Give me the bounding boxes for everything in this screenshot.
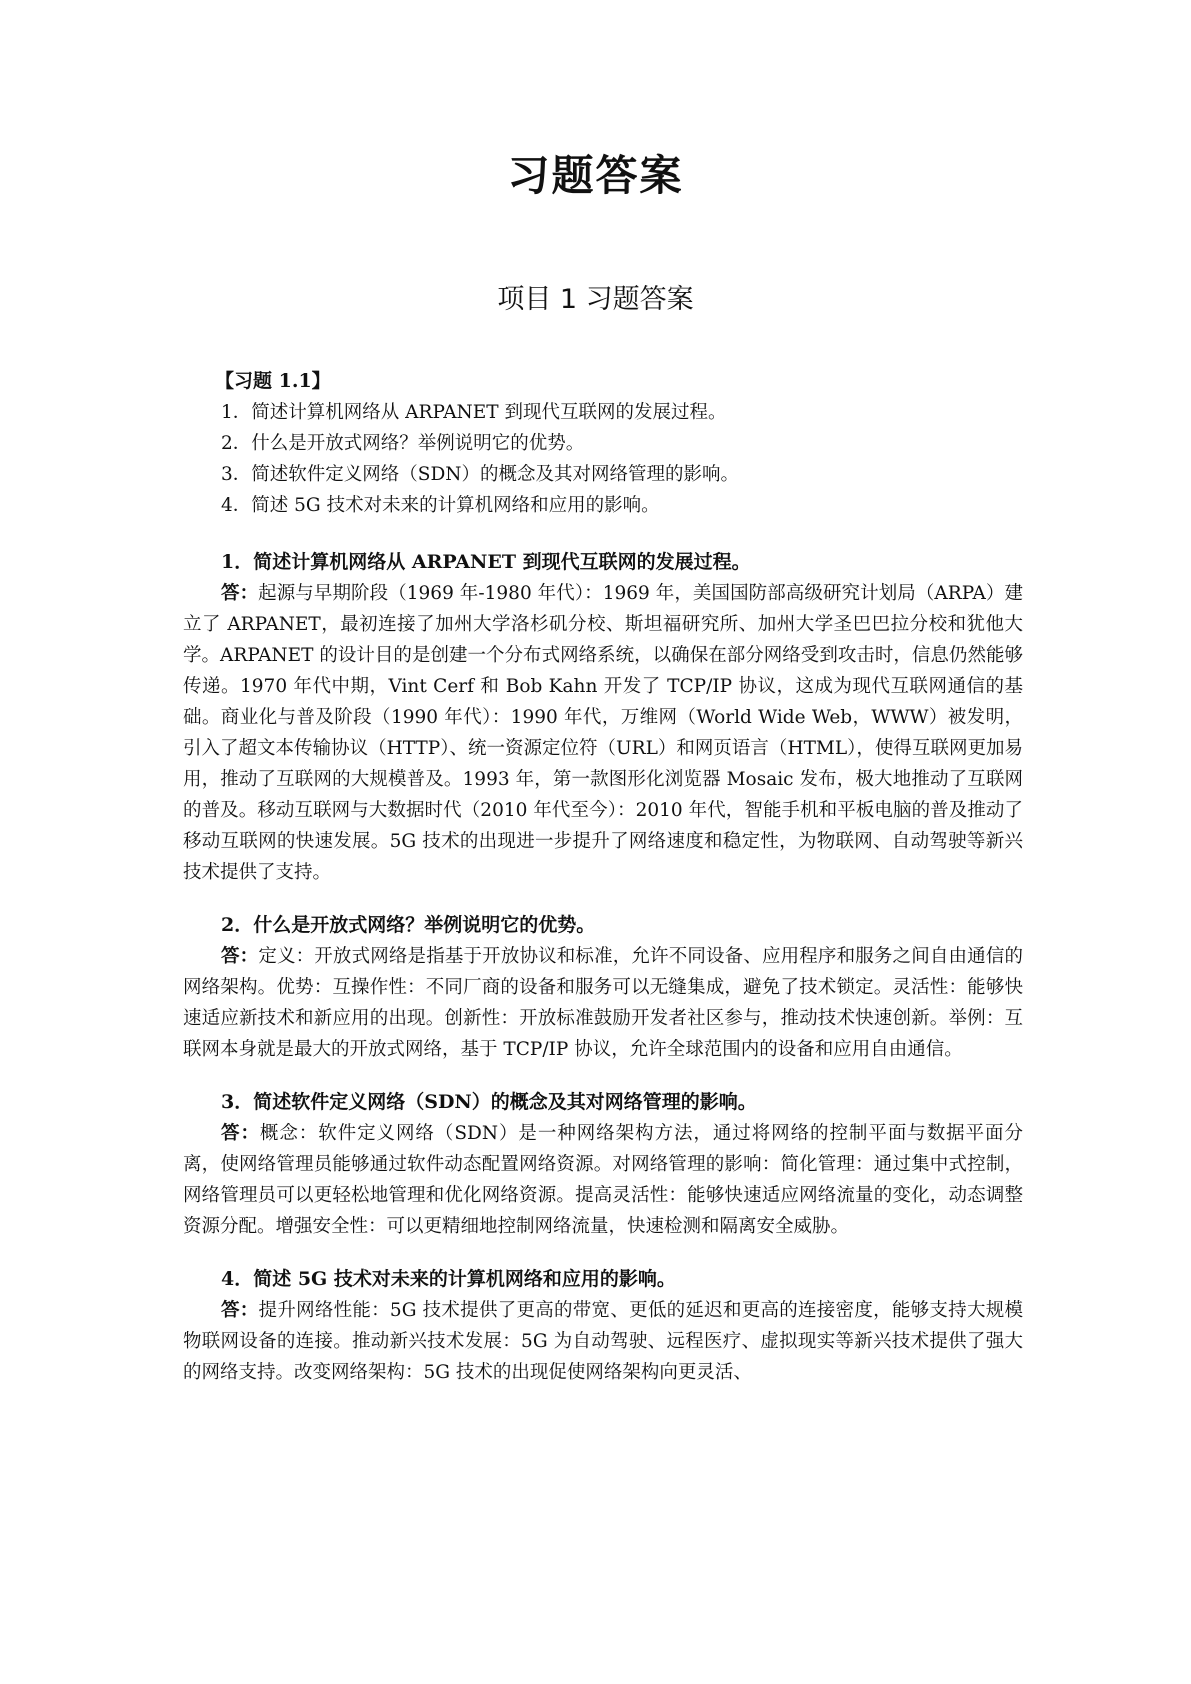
question-list-item: 4．简述 5G 技术对未来的计算机网络和应用的影响。 xyxy=(221,495,660,516)
question-list-item: 1．简述计算机网络从 ARPANET 到现代互联网的发展过程。 xyxy=(221,402,727,423)
exercise-heading: 【习题 1.1】 xyxy=(215,370,331,392)
question-list xyxy=(221,397,1023,521)
answer-label: 答： xyxy=(221,946,259,967)
document-body xyxy=(183,366,1023,1388)
question-list-item: 3．简述软件定义网络（SDN）的概念及其对网络管理的影响。 xyxy=(221,464,739,485)
answer-text: 定义：开放式网络是指基于开放协议和标准，允许不同设备、应用程序和服务之间自由通信的网络架构。优势：互操作性：不同厂商的设备和服务可以无缝集成，避免了技术锁定。灵活性：能够快速适应新技术和新应用的出现。创新性：开放标准鼓励开发者社区参与，推动技术快速创新。举例：互联网本身就是最大的开放式网络，基于 TCP/IP 协议，允许全球范围内的设备和应用自由通信。 xyxy=(183,946,1023,1060)
question-list-item: 2．什么是开放式网络？举例说明它的优势。 xyxy=(221,433,585,454)
answer-block xyxy=(183,1087,1023,1242)
answer-question-heading: 3．简述软件定义网络（SDN）的概念及其对网络管理的影响。 xyxy=(221,1091,757,1113)
answer-text: 概念：软件定义网络（SDN）是一种网络架构方法，通过将网络的控制平面与数据平面分离，使网络管理员能够通过软件动态配置网络资源。对网络管理的影响：简化管理：通过集中式控制，网络管理员可以更轻松地管理和优化网络资源。提高灵活性：能够快速适应网络流量的变化，动态调整资源分配。增强安全性：可以更精细地控制网络流量，快速检测和隔离安全威胁。 xyxy=(183,1123,1023,1237)
answer-label: 答： xyxy=(221,583,259,604)
answer-text: 提升网络性能：5G 技术提供了更高的带宽、更低的延迟和更高的连接密度，能够支持大规模物联网设备的连接。推动新兴技术发展：5G 为自动驾驶、远程医疗、虚拟现实等新兴技术提供了强大的网络支持。改变网络架构：5G 技术的出现促使网络架构向更灵活、 xyxy=(183,1300,1023,1383)
document-title: 习题答案 xyxy=(507,151,684,200)
answer-label: 答： xyxy=(221,1300,259,1321)
answer-paragraph xyxy=(183,1118,1023,1242)
answer-paragraph xyxy=(183,1295,1023,1388)
answer-text: 起源与早期阶段（1969 年-1980 年代）：1969 年，美国国防部高级研究计划局（ARPA）建立了 ARPANET，最初连接了加州大学洛杉矶分校、斯坦福研究所、加州大学圣巴巴拉分校和犹他大学。ARPANET 的设计目的是创建一个分布式网络系统，以确保在部分网络受到攻击时，信息仍然能够传递。1970 年代中期，Vint Cerf 和 Bob Kahn 开发了 TCP/IP 协议，这成为现代互联网通信的基础。商业化与普及阶段（1990 年代）：1990 年代，万维网（World Wide Web，WWW）被发明，引入了超文本传输协议（HTTP）、统一资源定位符（URL）和网页语言（HTML），使得互联网更加易用，推动了互联网的大规模普及。1993 年，第一款图形化浏览器 Mosaic 发布，极大地推动了互联网的普及。移动互联网与大数据时代（2010 年代至今）：2010 年代，智能手机和平板电脑的普及推动了移动互联网的快速发展。5G 技术的出现进一步提升了网络速度和稳定性，为物联网、自动驾驶等新兴技术提供了支持。 xyxy=(183,583,1023,883)
section-title: 项目 1 习题答案 xyxy=(497,284,694,315)
answer-block xyxy=(183,910,1023,1065)
answer-question-heading: 2．什么是开放式网络？举例说明它的优势。 xyxy=(221,914,596,936)
answer-paragraph xyxy=(183,941,1023,1065)
answer-block xyxy=(183,547,1023,888)
answer-question-heading: 4．简述 5G 技术对未来的计算机网络和应用的影响。 xyxy=(221,1268,676,1290)
answer-paragraph xyxy=(183,578,1023,888)
answer-question-heading: 1．简述计算机网络从 ARPANET 到现代互联网的发展过程。 xyxy=(221,551,751,573)
answer-label: 答： xyxy=(221,1123,260,1144)
answer-block xyxy=(183,1264,1023,1388)
